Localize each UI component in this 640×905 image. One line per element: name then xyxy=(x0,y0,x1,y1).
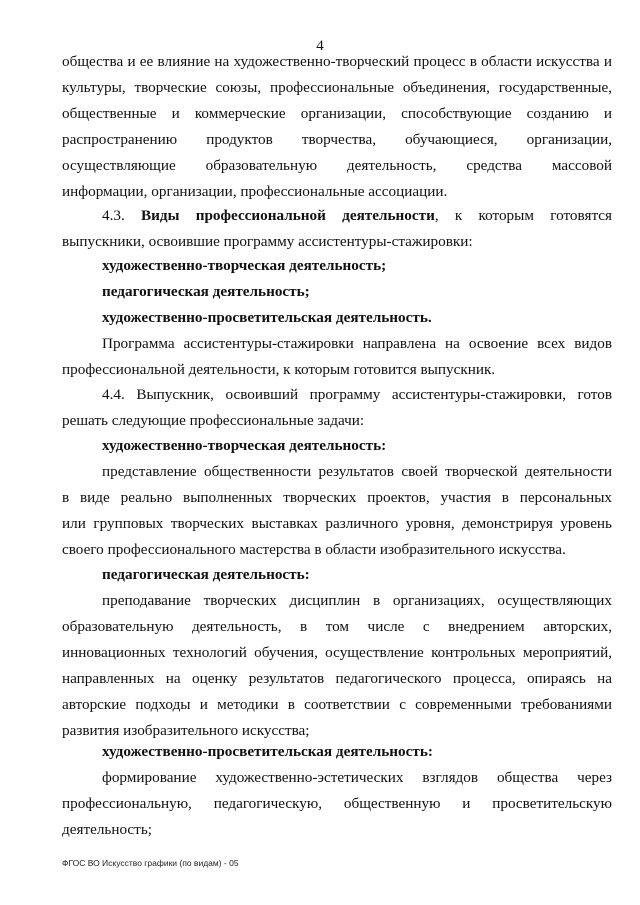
paragraph-line: представление общественности результатов своей творческой деятельности xyxy=(102,463,612,480)
paragraph-line: общества и ее влияние на художественно-творческий процесс в области искусства и xyxy=(62,53,612,70)
paragraph-line: инновационных технологий обучения, осуществление контрольных мероприятий, xyxy=(62,644,612,661)
paragraph-line: развития изобразительного искусства; xyxy=(62,722,310,739)
paragraph-line: авторские подходы и методики в соответствии с современными требованиями xyxy=(62,696,612,713)
paragraph-line: профессиональной деятельности, к которым готовится выпускник. xyxy=(62,361,496,378)
section-number: 4.3. xyxy=(102,207,125,224)
paragraph-line: распространению продуктов творчества, обучающиеся, организации, xyxy=(62,131,612,148)
section-heading-rest: , к которым готовятся xyxy=(434,207,612,224)
paragraph-line: своего профессионального мастерства в области изобразительного искусства. xyxy=(62,541,566,558)
paragraph-line: деятельность; xyxy=(62,821,152,838)
paragraph-line: направленных на оценку результатов педагогического процесса, опираясь на xyxy=(62,670,612,687)
paragraph-line: осуществляющие образовательную деятельность, средства массовой xyxy=(62,157,612,174)
page-number: 4 xyxy=(316,38,324,54)
paragraph-line: образовательную деятельность, в том числе с внедрением авторских, xyxy=(62,618,612,635)
paragraph-line: культуры, творческие союзы, профессиональные объединения, государственные, xyxy=(62,79,612,96)
bold-heading-line: педагогическая деятельность: xyxy=(102,566,310,583)
document-footer: ФГОС ВО Искусство графики (по видам) - 05 xyxy=(62,858,239,868)
bold-heading-line: художественно-просветительская деятельность: xyxy=(102,743,433,760)
paragraph-line-heading xyxy=(102,205,612,227)
paragraph-line: в виде реально выполненных творческих проектов, участия в персональных xyxy=(62,489,612,506)
paragraph-line: информации, организации, профессиональные ассоциации. xyxy=(62,183,448,200)
paragraph-line: формирование художественно-эстетических взглядов общества через xyxy=(102,769,612,786)
paragraph-line: 4.4. Выпускник, освоивший программу ассистентуры-стажировки, готов xyxy=(102,386,612,403)
paragraph-line: решать следующие профессиональные задачи: xyxy=(62,412,365,429)
paragraph-line: профессиональную, педагогическую, общественную и просветительскую xyxy=(62,795,612,812)
bold-heading-line: педагогическая деятельность; xyxy=(102,283,310,300)
bold-heading-line: художественно-творческая деятельность: xyxy=(102,437,387,454)
paragraph-line: выпускники, освоившие программу ассистентуры-стажировки: xyxy=(62,233,473,250)
paragraph-line: или групповых творческих выставках различного уровня, демонстрируя уровень xyxy=(62,515,612,532)
paragraph-line: Программа ассистентуры-стажировки направлена на освоение всех видов xyxy=(102,335,612,352)
paragraph-line: общественные и коммерческие организации, способствующие созданию и xyxy=(62,105,612,122)
bold-heading-line: художественно-просветительская деятельность. xyxy=(102,309,432,326)
paragraph-line: преподавание творческих дисциплин в организациях, осуществляющих xyxy=(102,592,612,609)
section-heading-bold: Виды профессиональной деятельности xyxy=(141,207,435,224)
bold-heading-line: художественно-творческая деятельность; xyxy=(102,257,387,274)
